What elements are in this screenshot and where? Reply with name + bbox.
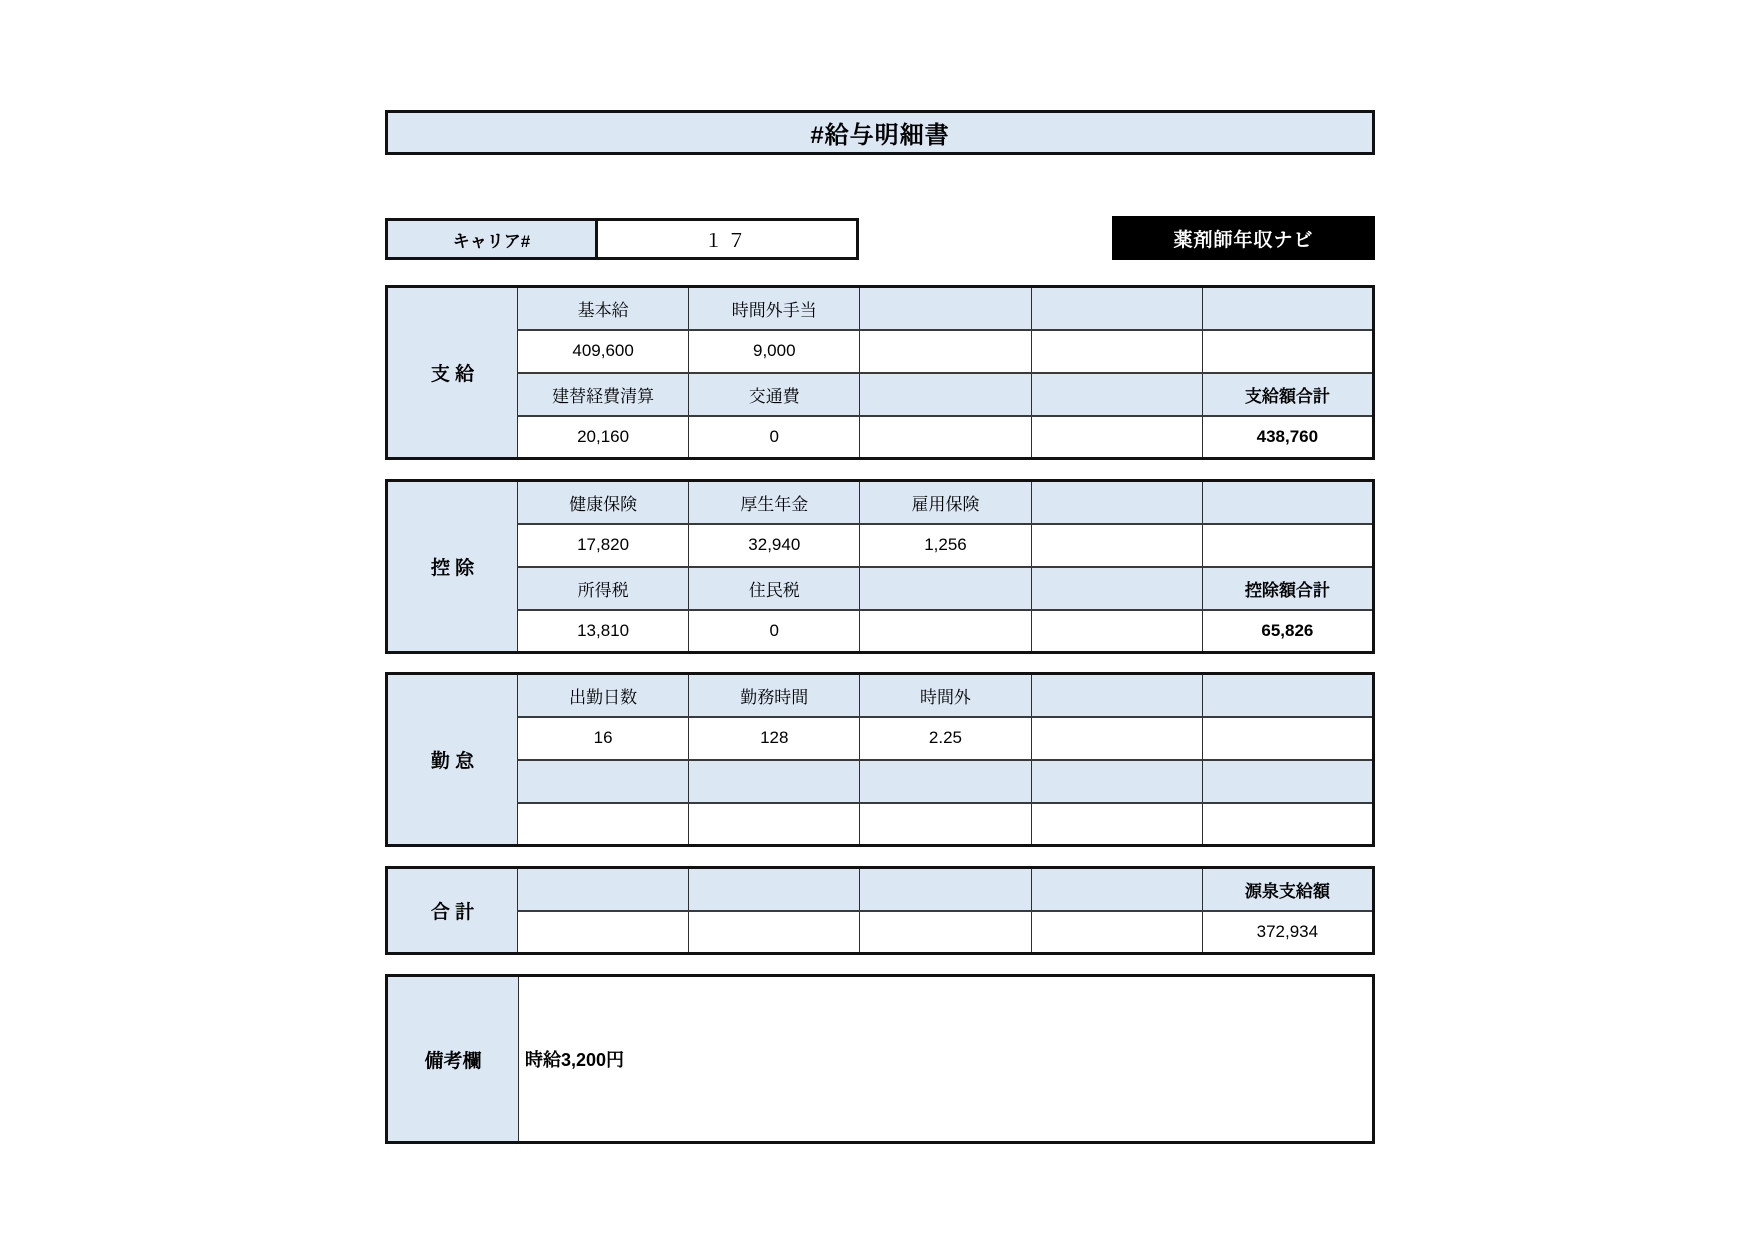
- empty-cell: [1031, 610, 1202, 653]
- empty-header-cell: [1031, 287, 1202, 330]
- remarks-note: 時給3,200円: [519, 977, 1372, 1141]
- empty-header-cell: [1202, 481, 1373, 524]
- empty-cell: [1202, 524, 1373, 567]
- payment-total-header-cell: 支給額合計: [1202, 373, 1373, 416]
- empty-header-cell: [860, 287, 1031, 330]
- column-header-cell: 厚生年金: [689, 481, 860, 524]
- brand-badge: 薬剤師年収ナビ: [1112, 216, 1375, 260]
- column-header-cell: 建替経費清算: [518, 373, 689, 416]
- empty-cell: [1031, 524, 1202, 567]
- empty-header-cell: [1031, 373, 1202, 416]
- value-cell: 128: [689, 717, 860, 760]
- empty-cell: [860, 911, 1031, 954]
- value-cell: 0: [689, 610, 860, 653]
- empty-cell: [1031, 717, 1202, 760]
- page-title: #給与明細書: [385, 110, 1375, 155]
- empty-header-cell: [1202, 760, 1373, 803]
- value-cell: 2.25: [860, 717, 1031, 760]
- empty-cell: [1031, 330, 1202, 373]
- empty-cell: [1202, 803, 1373, 846]
- empty-cell: [689, 803, 860, 846]
- value-cell: 17,820: [518, 524, 689, 567]
- value-cell: 32,940: [689, 524, 860, 567]
- column-header-cell: 雇用保険: [860, 481, 1031, 524]
- career-number-value: １７: [598, 221, 856, 257]
- total-section: [385, 866, 1375, 955]
- empty-header-cell: [1202, 287, 1373, 330]
- career-number-label: キャリア#: [388, 221, 598, 257]
- attendance-section: [385, 672, 1375, 847]
- column-header-cell: 所得税: [518, 567, 689, 610]
- deduction-section: [385, 479, 1375, 654]
- column-header-cell: 時間外手当: [689, 287, 860, 330]
- value-cell: 0: [689, 416, 860, 459]
- empty-header-cell: [1202, 674, 1373, 717]
- empty-cell: [518, 911, 689, 954]
- payment-section: [385, 285, 1375, 460]
- value-cell: 409,600: [518, 330, 689, 373]
- payment-total-value-cell: 438,760: [1202, 416, 1373, 459]
- empty-cell: [518, 803, 689, 846]
- payment-section-label: 支 給: [387, 287, 518, 459]
- empty-header-cell: [1031, 481, 1202, 524]
- empty-header-cell: [860, 567, 1031, 610]
- empty-header-cell: [518, 760, 689, 803]
- empty-cell: [1202, 717, 1373, 760]
- empty-header-cell: [1031, 868, 1202, 911]
- deduction-total-header-cell: 控除額合計: [1202, 567, 1373, 610]
- net-pay-value-cell: 372,934: [1202, 911, 1373, 954]
- remarks-section-label: 備考欄: [388, 977, 519, 1141]
- value-cell: 9,000: [689, 330, 860, 373]
- deduction-section-label: 控 除: [387, 481, 518, 653]
- empty-cell: [860, 610, 1031, 653]
- empty-header-cell: [1031, 567, 1202, 610]
- career-number-box: [385, 218, 859, 260]
- empty-cell: [1031, 803, 1202, 846]
- attendance-section-label: 勤 怠: [387, 674, 518, 846]
- empty-cell: [689, 911, 860, 954]
- empty-header-cell: [689, 868, 860, 911]
- column-header-cell: 健康保険: [518, 481, 689, 524]
- total-section-label: 合 計: [387, 868, 518, 954]
- empty-header-cell: [860, 868, 1031, 911]
- empty-cell: [1031, 416, 1202, 459]
- column-header-cell: 時間外: [860, 674, 1031, 717]
- net-pay-header-cell: 源泉支給額: [1202, 868, 1373, 911]
- empty-header-cell: [689, 760, 860, 803]
- empty-header-cell: [860, 760, 1031, 803]
- empty-header-cell: [518, 868, 689, 911]
- empty-header-cell: [860, 373, 1031, 416]
- empty-cell: [1031, 911, 1202, 954]
- value-cell: 16: [518, 717, 689, 760]
- empty-cell: [860, 416, 1031, 459]
- empty-cell: [860, 803, 1031, 846]
- column-header-cell: 住民税: [689, 567, 860, 610]
- column-header-cell: 勤務時間: [689, 674, 860, 717]
- column-header-cell: 交通費: [689, 373, 860, 416]
- value-cell: 13,810: [518, 610, 689, 653]
- column-header-cell: 基本給: [518, 287, 689, 330]
- value-cell: 1,256: [860, 524, 1031, 567]
- deduction-total-value-cell: 65,826: [1202, 610, 1373, 653]
- empty-header-cell: [1031, 674, 1202, 717]
- empty-cell: [1202, 330, 1373, 373]
- empty-cell: [860, 330, 1031, 373]
- remarks-section: [385, 974, 1375, 1144]
- value-cell: 20,160: [518, 416, 689, 459]
- empty-header-cell: [1031, 760, 1202, 803]
- column-header-cell: 出勤日数: [518, 674, 689, 717]
